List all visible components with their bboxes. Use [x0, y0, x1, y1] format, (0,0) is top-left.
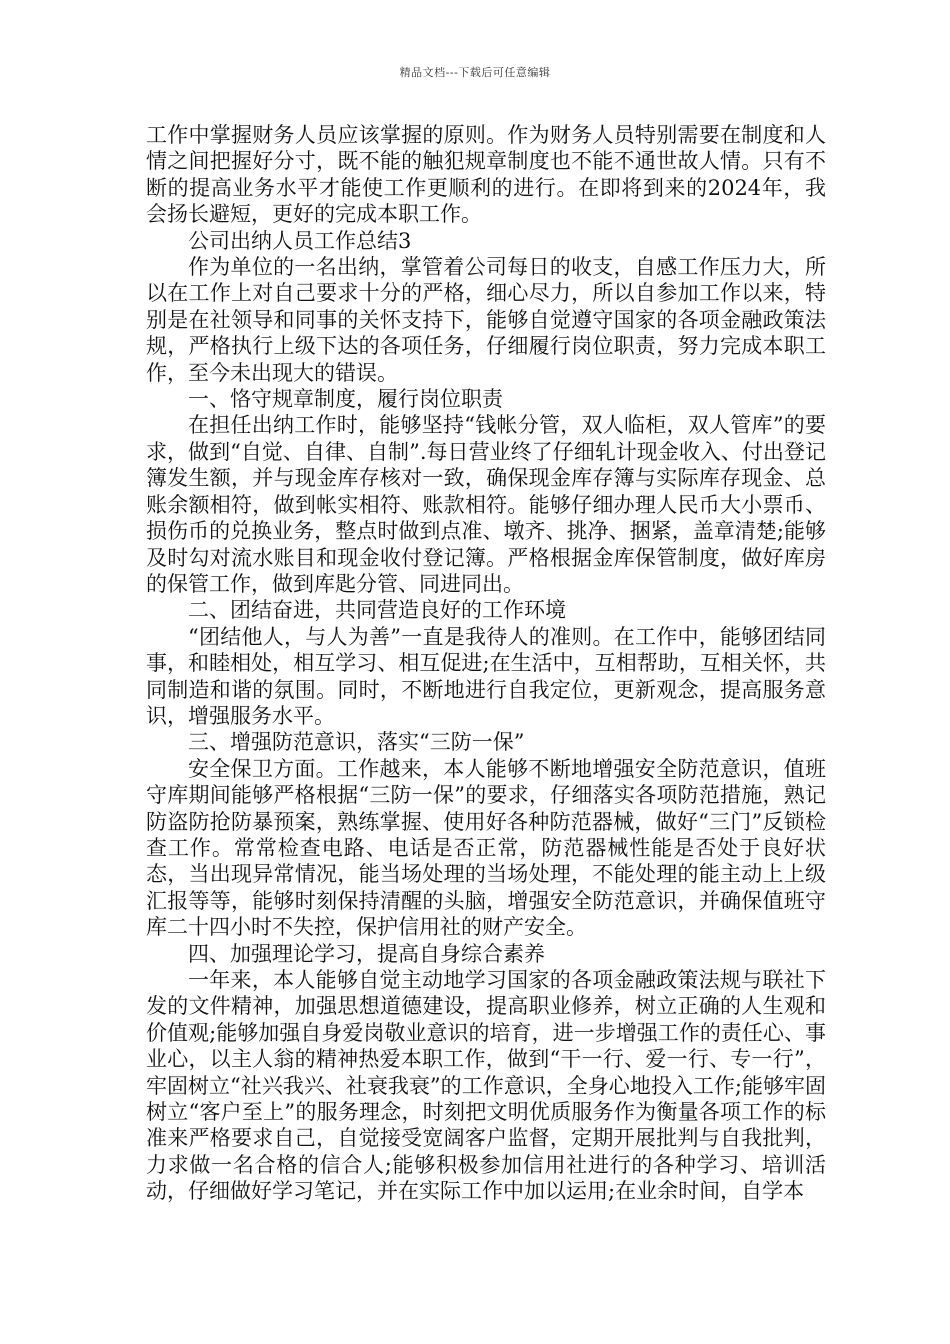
heading-1: 一、恪守规章制度，履行岗位职责	[188, 387, 503, 412]
heading-2: 二、团结奋进，共同营造良好的工作环境	[188, 598, 566, 623]
paragraph-heading-1-body: 在担任出纳工作时，能够坚持“钱帐分管，双人临柜，双人管库”的要求，做到“自觉、自律、自制”.每日营业终了仔细轧计现金收入、付出登记簿发生额，并与现金库存核对一致，确保现金库存簿与实际库存现金、总账余额相符，做到帐实相符、账款相符。能够仔细办理人民币大小票币、损伤币的兑换业务，整点时做到点准、墩齐、挑净、捆紧，盖章清楚;能够及时勾对流水账目和现金收付登记簿。严格根据金库保管制度，做好库房的保管工作，做到库匙分管、同进同出。	[146, 413, 826, 596]
paragraph-heading-3-body: 安全保卫方面。工作越来，本人能够不断地增强安全防范意识，值班守库期间能够严格根据“三防一保”的要求，仔细落实各项防范措施，熟记防盗防抢防暴预案，熟练掌握、使用好各种防范器械，做好“三门”反锁检查工作。常常检查电路、电话是否正常，防范器械性能是否处于良好状态，当出现异常情况，能当场处理的当场处理，不能处理的能主动上上级汇报等等，能够时刻保持清醒的头脑，增强安全防范意识，并确保值班守库二十四小时不失控，保护信用社的财产安全。	[146, 756, 826, 940]
paragraph-intro: 作为单位的一名出纳，掌管着公司每日的收支，自感工作压力大，所以在工作上对自己要求十分的严格，细心尽力，所以自参加工作以来，特别是在社领导和同事的关怀支持下，能够自觉遵守国家的各项金融政策法规，严格执行上级下达的各项任务，仔细履行岗位职责，努力完成本职工作，至今未出现大的错误。	[146, 255, 826, 385]
paragraph-heading-4-body: 一年来，本人能够自觉主动地学习国家的各项金融政策法规与联社下发的文件精神，加强思想道德建设，提高职业修养，树立正确的人生观和价值观;能够加强自身爱岗敬业意识的培育，进一步增强工作的责任心、事业心，以主人翁的精神热爱本职工作，做到“干一行、爱一行、专一行”，牢固树立“社兴我兴、社衰我衰”的工作意识，全身心地投入工作;能够牢固树立“客户至上”的服务理念，时刻把文明优质服务作为衡量各项工作的标准来严格要求自己，自觉接受宽阔客户监督，定期开展批判与自我批判，力求做一名合格的信合人;能够积极参加信用社进行的各种学习、培训活动，仔细做好学习笔记，并在实际工作中加以运用;在业余时间，自学本	[146, 968, 826, 1204]
paragraph-1: 工作中掌握财务人员应该掌握的原则。作为财务人员特别需要在制度和人情之间把握好分寸，既不能的触犯规章制度也不能不通世故人情。只有不断的提高业务水平才能使工作更顺利的进行。在即将到来的2024年，我会扬长避短，更好的完成本职工作。	[146, 123, 826, 227]
heading-4: 四、加强理论学习，提高自身综合素养	[188, 941, 545, 966]
heading-3: 三、增强防范意识，落实“三防一保”	[188, 730, 525, 755]
paragraph-heading-2-body: “团结他人，与人为善”一直是我待人的准则。在工作中，能够团结同事，和睦相处，相互学习、相互促进;在生活中，互相帮助，互相关怀，共同制造和谐的氛围。同时，不断地进行自我定位，更新观念，提高服务意识，增强服务水平。	[146, 624, 826, 728]
page-header: 精品文档---下载后可任意编辑	[399, 66, 551, 79]
document-body	[146, 122, 826, 1205]
section-title-summary-3: 公司出纳人员工作总结3	[188, 228, 412, 253]
